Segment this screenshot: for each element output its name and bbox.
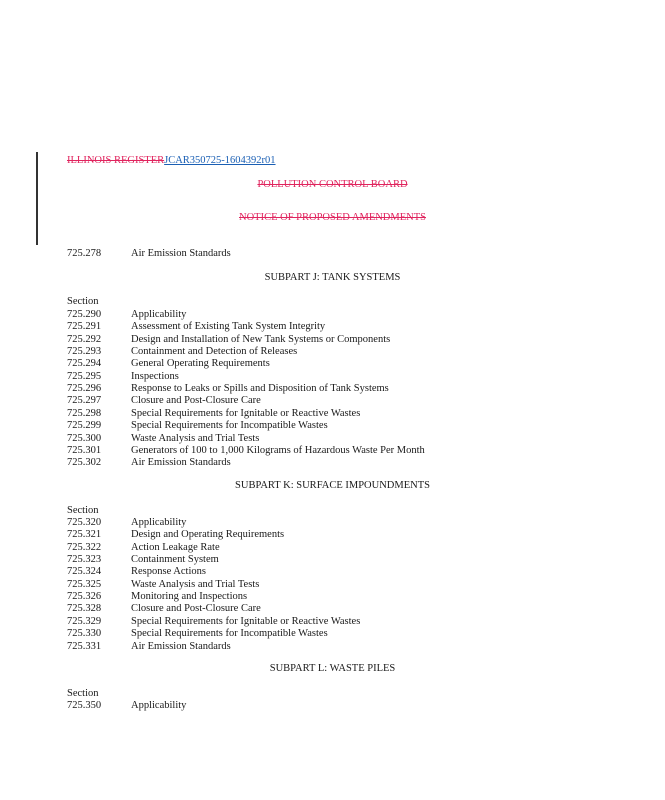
section-title: Special Requirements for Ignitable or Reactive Wastes bbox=[131, 407, 361, 419]
list-item bbox=[67, 529, 284, 541]
section-number: 725.326 bbox=[67, 591, 102, 603]
section-title: Waste Analysis and Trial Tests bbox=[131, 578, 260, 590]
section-number: 725.299 bbox=[67, 420, 102, 432]
list-item bbox=[67, 334, 390, 346]
section-number: 725.350 bbox=[67, 700, 102, 711]
section-number: 725.293 bbox=[67, 346, 102, 358]
section-number: 725.294 bbox=[67, 358, 102, 370]
list-item bbox=[67, 248, 231, 260]
section-title: Closure and Post-Closure Care bbox=[131, 603, 261, 615]
section-number: 725.328 bbox=[67, 603, 102, 615]
section-label: Section bbox=[67, 688, 99, 699]
section-title: Monitoring and Inspections bbox=[131, 591, 248, 603]
register-header bbox=[67, 155, 276, 167]
list-item bbox=[67, 603, 261, 615]
section-number: 725.292 bbox=[67, 333, 102, 345]
section-title: Applicability bbox=[131, 309, 187, 320]
section-number: 725.290 bbox=[67, 309, 102, 320]
section-number: 725.297 bbox=[67, 395, 102, 407]
list-item bbox=[67, 700, 186, 712]
section-title: Response Actions bbox=[131, 566, 206, 578]
section-title: Air Emission Standards bbox=[131, 640, 231, 652]
list-item bbox=[67, 445, 425, 457]
list-item bbox=[67, 321, 325, 333]
section-title: Design and Operating Requirements bbox=[131, 529, 285, 541]
section-number: 725.295 bbox=[67, 370, 102, 382]
section-title: Generators of 100 to 1,000 Kilograms of Hazardous Waste Per Month bbox=[131, 444, 425, 456]
notice-struck-text: NOTICE OF PROPOSED AMENDMENTS bbox=[239, 212, 426, 223]
list-item bbox=[67, 616, 360, 628]
section-number: 725.320 bbox=[67, 517, 102, 528]
section-title: Special Requirements for Ignitable or Reactive Wastes bbox=[131, 615, 361, 627]
section-number: 725.321 bbox=[67, 529, 102, 541]
list-item bbox=[67, 641, 231, 653]
list-item bbox=[67, 346, 297, 358]
section-title: Design and Installation of New Tank Systems or Components bbox=[131, 333, 391, 345]
list-item bbox=[67, 309, 186, 321]
section-number: 725.322 bbox=[67, 541, 102, 553]
list-item bbox=[67, 383, 389, 395]
change-bar bbox=[36, 152, 38, 245]
section-number: 725.324 bbox=[67, 566, 102, 578]
section-title: Special Requirements for Incompatible Wastes bbox=[131, 420, 328, 432]
section-title: Response to Leaks or Spills and Disposition of Tank Systems bbox=[131, 383, 389, 395]
list-item bbox=[67, 566, 206, 578]
list-item bbox=[67, 433, 259, 445]
section-number: 725.302 bbox=[67, 457, 102, 469]
register-struck-text: ILLINOIS REGISTER bbox=[67, 155, 165, 166]
section-title: General Operating Requirements bbox=[131, 358, 270, 370]
section-number: 725.331 bbox=[67, 640, 102, 652]
list-item bbox=[67, 457, 231, 469]
section-title: Inspections bbox=[131, 370, 179, 382]
section-title: Action Leakage Rate bbox=[131, 541, 220, 553]
section-title: Closure and Post-Closure Care bbox=[131, 395, 261, 407]
list-item bbox=[67, 517, 186, 529]
section-number: 725.300 bbox=[67, 432, 102, 444]
board-header bbox=[0, 179, 665, 191]
section-number: 725.296 bbox=[67, 383, 102, 395]
section-number: 725.301 bbox=[67, 444, 102, 456]
list-item bbox=[67, 408, 360, 420]
section-number: 725.330 bbox=[67, 628, 102, 640]
list-item bbox=[67, 628, 328, 640]
list-item bbox=[67, 591, 247, 603]
list-item bbox=[67, 554, 219, 566]
list-item bbox=[67, 420, 328, 432]
register-inserted-text: JCAR350725-1604392r01 bbox=[164, 155, 276, 166]
list-item bbox=[67, 542, 220, 554]
subpart-heading: SUBPART K: SURFACE IMPOUNDMENTS bbox=[235, 480, 430, 491]
section-label: Section bbox=[67, 505, 99, 516]
section-title: Air Emission Standards bbox=[131, 248, 231, 259]
section-title: Containment and Detection of Releases bbox=[131, 346, 298, 358]
section-title: Air Emission Standards bbox=[131, 457, 231, 469]
section-number: 725.291 bbox=[67, 321, 102, 333]
list-item bbox=[67, 395, 261, 407]
section-number: 725.323 bbox=[67, 554, 102, 566]
notice-header bbox=[0, 212, 665, 224]
subpart-heading: SUBPART L: WASTE PILES bbox=[269, 663, 396, 674]
section-number: 725.278 bbox=[67, 248, 102, 259]
section-title: Special Requirements for Incompatible Wastes bbox=[131, 628, 328, 640]
section-title: Waste Analysis and Trial Tests bbox=[131, 432, 260, 444]
section-number: 725.329 bbox=[67, 615, 102, 627]
section-title: Containment System bbox=[131, 554, 219, 566]
section-title: Applicability bbox=[131, 517, 187, 528]
subpart-heading: SUBPART J: TANK SYSTEMS bbox=[264, 272, 401, 283]
board-struck-text: POLLUTION CONTROL BOARD bbox=[257, 179, 408, 190]
list-item bbox=[67, 358, 270, 370]
section-title: Assessment of Existing Tank System Integrity bbox=[131, 321, 326, 333]
section-number: 725.325 bbox=[67, 578, 102, 590]
section-number: 725.298 bbox=[67, 407, 102, 419]
section-title: Applicability bbox=[131, 700, 187, 711]
section-label: Section bbox=[67, 296, 99, 307]
list-item bbox=[67, 579, 259, 591]
list-item bbox=[67, 371, 179, 383]
